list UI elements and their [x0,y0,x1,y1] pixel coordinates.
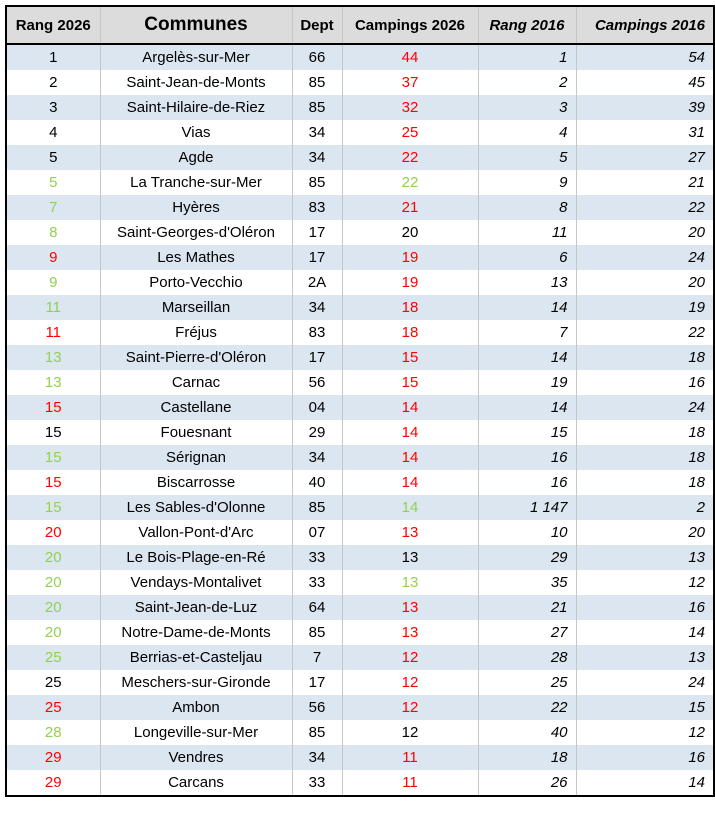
cell-dept: 83 [292,320,342,345]
table-row [6,295,714,320]
cell-rang-2016: 26 [478,770,576,796]
cell-rang-2016: 18 [478,745,576,770]
cell-rang-2026: 2 [6,70,100,95]
table-row [6,345,714,370]
cell-rang-2026: 15 [6,445,100,470]
cell-rang-2026: 15 [6,420,100,445]
cell-campings-2026: 15 [342,345,478,370]
cell-campings-2016: 16 [576,370,714,395]
campings-ranking-table-container [5,5,713,797]
cell-campings-2026: 14 [342,445,478,470]
cell-rang-2026: 3 [6,95,100,120]
header-communes: Communes [100,6,292,44]
cell-dept: 17 [292,220,342,245]
cell-dept: 17 [292,245,342,270]
cell-rang-2026: 20 [6,520,100,545]
cell-campings-2016: 31 [576,120,714,145]
header-campings-2016: Campings 2016 [576,6,714,44]
cell-campings-2016: 27 [576,145,714,170]
cell-campings-2026: 32 [342,95,478,120]
cell-dept: 04 [292,395,342,420]
cell-commune: Berrias-et-Casteljau [100,645,292,670]
cell-rang-2026: 29 [6,770,100,796]
cell-rang-2016: 1 147 [478,495,576,520]
cell-rang-2026: 28 [6,720,100,745]
cell-rang-2026: 11 [6,320,100,345]
cell-rang-2016: 2 [478,70,576,95]
table-row [6,520,714,545]
cell-commune: Saint-Georges-d'Oléron [100,220,292,245]
cell-rang-2016: 7 [478,320,576,345]
cell-campings-2026: 13 [342,620,478,645]
cell-rang-2016: 13 [478,270,576,295]
cell-campings-2016: 19 [576,295,714,320]
cell-campings-2016: 45 [576,70,714,95]
cell-rang-2016: 16 [478,470,576,495]
cell-campings-2026: 25 [342,120,478,145]
table-row [6,270,714,295]
cell-campings-2026: 13 [342,545,478,570]
cell-rang-2016: 6 [478,245,576,270]
cell-dept: 34 [292,745,342,770]
cell-rang-2026: 5 [6,170,100,195]
cell-commune: Saint-Hilaire-de-Riez [100,95,292,120]
cell-dept: 29 [292,420,342,445]
header-rang-2026: Rang 2026 [6,6,100,44]
cell-rang-2026: 5 [6,145,100,170]
cell-dept: 56 [292,370,342,395]
cell-campings-2016: 18 [576,470,714,495]
header-rang-2016: Rang 2016 [478,6,576,44]
cell-campings-2016: 13 [576,645,714,670]
cell-commune: Marseillan [100,295,292,320]
table-row [6,120,714,145]
cell-commune: Meschers-sur-Gironde [100,670,292,695]
cell-rang-2026: 20 [6,595,100,620]
table-row [6,695,714,720]
campings-ranking-table [5,5,715,797]
cell-rang-2016: 4 [478,120,576,145]
cell-campings-2026: 12 [342,720,478,745]
cell-rang-2016: 10 [478,520,576,545]
cell-campings-2016: 18 [576,345,714,370]
cell-commune: Castellane [100,395,292,420]
header-row [6,6,714,44]
cell-dept: 64 [292,595,342,620]
header-dept: Dept [292,6,342,44]
cell-commune: Fréjus [100,320,292,345]
cell-campings-2016: 20 [576,270,714,295]
cell-dept: 56 [292,695,342,720]
cell-dept: 34 [292,120,342,145]
table-row [6,670,714,695]
cell-campings-2026: 11 [342,745,478,770]
cell-commune: Longeville-sur-Mer [100,720,292,745]
cell-rang-2016: 14 [478,295,576,320]
table-row [6,245,714,270]
cell-rang-2026: 20 [6,620,100,645]
cell-campings-2016: 21 [576,170,714,195]
table-row [6,70,714,95]
cell-commune: Sérignan [100,445,292,470]
cell-campings-2026: 11 [342,770,478,796]
cell-rang-2016: 5 [478,145,576,170]
cell-commune: Saint-Jean-de-Luz [100,595,292,620]
cell-commune: Hyères [100,195,292,220]
cell-rang-2026: 15 [6,495,100,520]
cell-dept: 85 [292,170,342,195]
cell-dept: 7 [292,645,342,670]
cell-commune: Carnac [100,370,292,395]
cell-campings-2026: 37 [342,70,478,95]
cell-campings-2026: 19 [342,245,478,270]
cell-campings-2026: 14 [342,395,478,420]
cell-commune: Vias [100,120,292,145]
cell-campings-2026: 15 [342,370,478,395]
cell-campings-2016: 15 [576,695,714,720]
cell-commune: La Tranche-sur-Mer [100,170,292,195]
cell-campings-2016: 24 [576,245,714,270]
cell-rang-2026: 7 [6,195,100,220]
cell-campings-2026: 44 [342,44,478,70]
cell-rang-2016: 16 [478,445,576,470]
cell-campings-2026: 22 [342,145,478,170]
cell-dept: 17 [292,670,342,695]
cell-campings-2026: 19 [342,270,478,295]
cell-campings-2016: 20 [576,220,714,245]
cell-dept: 83 [292,195,342,220]
cell-rang-2026: 13 [6,370,100,395]
cell-dept: 34 [292,295,342,320]
cell-rang-2016: 22 [478,695,576,720]
table-row [6,470,714,495]
table-row [6,195,714,220]
cell-rang-2026: 11 [6,295,100,320]
cell-campings-2016: 13 [576,545,714,570]
cell-rang-2016: 25 [478,670,576,695]
cell-dept: 07 [292,520,342,545]
cell-campings-2026: 14 [342,420,478,445]
table-row [6,720,714,745]
cell-commune: Fouesnant [100,420,292,445]
cell-commune: Carcans [100,770,292,796]
table-row [6,395,714,420]
cell-campings-2016: 18 [576,445,714,470]
cell-rang-2016: 11 [478,220,576,245]
cell-rang-2016: 28 [478,645,576,670]
cell-commune: Les Mathes [100,245,292,270]
cell-campings-2026: 18 [342,320,478,345]
cell-campings-2026: 12 [342,645,478,670]
cell-rang-2016: 15 [478,420,576,445]
cell-rang-2016: 29 [478,545,576,570]
cell-campings-2026: 13 [342,595,478,620]
cell-dept: 85 [292,70,342,95]
cell-rang-2016: 27 [478,620,576,645]
cell-commune: Notre-Dame-de-Monts [100,620,292,645]
table-body [6,44,714,796]
cell-campings-2016: 18 [576,420,714,445]
cell-campings-2026: 13 [342,570,478,595]
cell-rang-2016: 14 [478,345,576,370]
cell-rang-2016: 3 [478,95,576,120]
cell-rang-2026: 15 [6,470,100,495]
cell-rang-2016: 9 [478,170,576,195]
cell-dept: 85 [292,620,342,645]
table-row [6,595,714,620]
cell-campings-2026: 14 [342,495,478,520]
cell-campings-2016: 14 [576,620,714,645]
cell-rang-2026: 15 [6,395,100,420]
table-row [6,170,714,195]
cell-campings-2016: 12 [576,720,714,745]
cell-campings-2016: 22 [576,320,714,345]
table-row [6,545,714,570]
cell-rang-2026: 25 [6,645,100,670]
cell-campings-2026: 13 [342,520,478,545]
cell-campings-2016: 54 [576,44,714,70]
cell-dept: 34 [292,445,342,470]
cell-campings-2016: 2 [576,495,714,520]
cell-campings-2016: 12 [576,570,714,595]
cell-campings-2016: 24 [576,670,714,695]
cell-commune: Agde [100,145,292,170]
cell-rang-2016: 1 [478,44,576,70]
cell-commune: Le Bois-Plage-en-Ré [100,545,292,570]
cell-dept: 85 [292,720,342,745]
table-row [6,420,714,445]
cell-dept: 85 [292,95,342,120]
table-row [6,370,714,395]
table-row [6,320,714,345]
cell-campings-2026: 20 [342,220,478,245]
cell-dept: 33 [292,570,342,595]
header-campings-2026: Campings 2026 [342,6,478,44]
cell-commune: Biscarrosse [100,470,292,495]
cell-rang-2026: 8 [6,220,100,245]
cell-rang-2016: 14 [478,395,576,420]
cell-rang-2026: 20 [6,545,100,570]
table-row [6,220,714,245]
cell-commune: Vendres [100,745,292,770]
table-row [6,44,714,70]
cell-commune: Argelès-sur-Mer [100,44,292,70]
table-row [6,445,714,470]
cell-rang-2016: 35 [478,570,576,595]
cell-dept: 40 [292,470,342,495]
table-row [6,645,714,670]
cell-campings-2026: 12 [342,670,478,695]
cell-campings-2016: 16 [576,595,714,620]
cell-dept: 85 [292,495,342,520]
table-row [6,495,714,520]
cell-rang-2016: 19 [478,370,576,395]
cell-commune: Les Sables-d'Olonne [100,495,292,520]
cell-commune: Porto-Vecchio [100,270,292,295]
table-row [6,570,714,595]
cell-campings-2016: 20 [576,520,714,545]
table-row [6,770,714,796]
cell-campings-2026: 22 [342,170,478,195]
cell-rang-2026: 9 [6,245,100,270]
cell-campings-2026: 12 [342,695,478,720]
table-row [6,145,714,170]
cell-campings-2026: 14 [342,470,478,495]
cell-rang-2016: 40 [478,720,576,745]
cell-commune: Saint-Jean-de-Monts [100,70,292,95]
cell-campings-2016: 39 [576,95,714,120]
cell-dept: 17 [292,345,342,370]
cell-commune: Vendays-Montalivet [100,570,292,595]
cell-dept: 33 [292,770,342,796]
cell-commune: Ambon [100,695,292,720]
cell-campings-2016: 22 [576,195,714,220]
cell-campings-2016: 14 [576,770,714,796]
table-header [6,6,714,44]
table-row [6,95,714,120]
cell-campings-2026: 18 [342,295,478,320]
cell-rang-2016: 21 [478,595,576,620]
cell-rang-2016: 8 [478,195,576,220]
cell-campings-2026: 21 [342,195,478,220]
cell-campings-2016: 16 [576,745,714,770]
cell-rang-2026: 25 [6,670,100,695]
cell-rang-2026: 20 [6,570,100,595]
cell-dept: 34 [292,145,342,170]
cell-rang-2026: 4 [6,120,100,145]
cell-commune: Vallon-Pont-d'Arc [100,520,292,545]
cell-dept: 2A [292,270,342,295]
cell-dept: 66 [292,44,342,70]
cell-rang-2026: 29 [6,745,100,770]
cell-rang-2026: 25 [6,695,100,720]
cell-rang-2026: 13 [6,345,100,370]
cell-rang-2026: 9 [6,270,100,295]
table-row [6,620,714,645]
cell-commune: Saint-Pierre-d'Oléron [100,345,292,370]
cell-dept: 33 [292,545,342,570]
cell-campings-2016: 24 [576,395,714,420]
table-row [6,745,714,770]
cell-rang-2026: 1 [6,44,100,70]
